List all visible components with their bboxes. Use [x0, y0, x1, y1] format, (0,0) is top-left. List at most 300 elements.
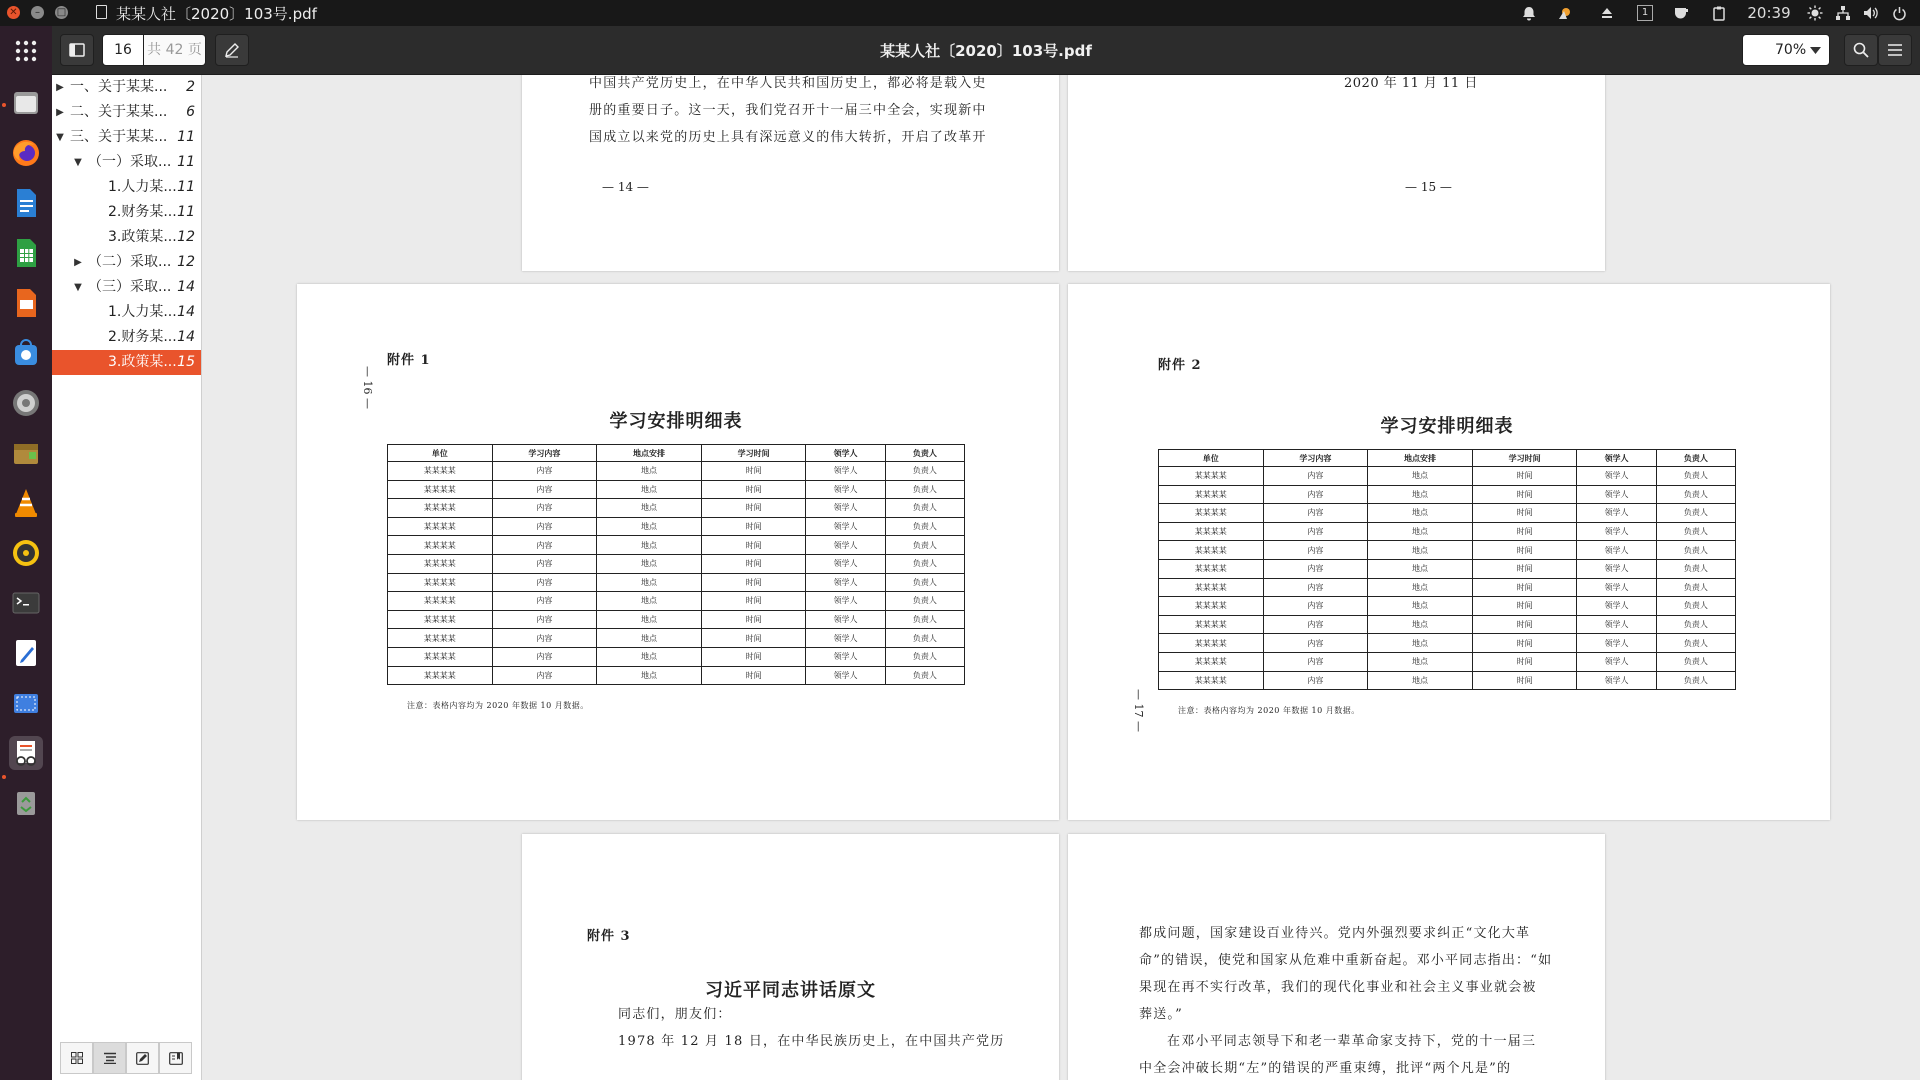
table-cell: 负责人 [1656, 485, 1735, 504]
sidebar-tab-bar [60, 1042, 192, 1074]
table-row [388, 480, 965, 499]
page-16-table-title: 学习安排明细表 [609, 411, 743, 432]
expander-right-icon[interactable]: ▶ [74, 257, 82, 268]
page-19-line-5: 在邓小平同志领导下和老一辈革命家支持下，党的十一届三 [1167, 1034, 1537, 1049]
expander-down-icon[interactable]: ▼ [74, 157, 82, 168]
screenshot-icon[interactable] [9, 686, 43, 720]
outline-item-label: （二）采取... [88, 254, 172, 270]
window-title: 某某人社〔2020〕103号.pdf [116, 5, 317, 23]
table-cell: 负责人 [885, 480, 964, 499]
outline-item-label: 2.财务某... [108, 204, 177, 220]
table-row [388, 554, 965, 573]
table-cell: 负责人 [885, 610, 964, 629]
table-header-row [1159, 450, 1736, 467]
page-count-label: 共 42 页 [144, 34, 206, 66]
archive-manager-icon[interactable] [9, 436, 43, 470]
outline-item-page: 12 [177, 254, 195, 270]
table-cell: 时间 [1472, 578, 1577, 597]
table-cell: 地点 [597, 536, 702, 555]
table-cell: 地点 [1368, 615, 1473, 634]
workspace-number: 1 [1637, 5, 1653, 21]
hamburger-menu-icon [1888, 44, 1902, 56]
page-16-attachment-label: 附件 1 [387, 353, 431, 368]
outline-item[interactable] [52, 275, 201, 300]
table-cell: 内容 [1263, 541, 1368, 560]
table-cell: 时间 [701, 610, 806, 629]
page-18-title: 习近平同志讲话原文 [705, 980, 876, 1001]
zoom-value: 70% [1775, 42, 1807, 58]
page-16-table-note: 注意：表格内容均为 2020 年数据 10 月数据。 [407, 701, 589, 710]
table-cell: 内容 [492, 517, 597, 536]
table-cell: 领学人 [806, 573, 885, 592]
table-cell: 某某某某 [388, 480, 493, 499]
table-cell: 领学人 [1577, 671, 1656, 690]
table-cell: 某某某某 [388, 629, 493, 648]
table-row [1159, 652, 1736, 671]
table-header-cell: 单位 [1159, 450, 1264, 467]
table-row [1159, 578, 1736, 597]
table-cell: 地点 [1368, 541, 1473, 560]
table-header-cell: 负责人 [885, 445, 964, 462]
software-store-icon[interactable] [9, 336, 43, 370]
table-cell: 地点 [597, 462, 702, 481]
outline-item[interactable] [52, 100, 201, 125]
header-bar [52, 26, 1920, 75]
table-cell: 内容 [492, 666, 597, 685]
window-minimize-button[interactable]: – [31, 6, 44, 19]
table-header-cell: 学习内容 [492, 445, 597, 462]
table-row [1159, 485, 1736, 504]
page-14-number: — 14 — [602, 180, 649, 194]
table-cell: 负责人 [1656, 467, 1735, 486]
table-cell: 地点 [1368, 652, 1473, 671]
table-cell: 地点 [597, 554, 702, 573]
table-cell: 时间 [701, 480, 806, 499]
table-cell: 时间 [1472, 541, 1577, 560]
table-cell: 领学人 [1577, 652, 1656, 671]
page-17-attachment-label: 附件 2 [1158, 358, 1202, 373]
table-cell: 某某某某 [388, 462, 493, 481]
search-icon [1853, 42, 1869, 58]
tab-thumbnails[interactable] [60, 1042, 93, 1074]
annotations-icon [136, 1052, 149, 1065]
files-icon[interactable] [9, 86, 43, 120]
outline-item[interactable] [52, 300, 201, 325]
table-cell: 时间 [701, 554, 806, 573]
table-cell: 某某某某 [1159, 522, 1264, 541]
table-cell: 某某某某 [388, 666, 493, 685]
outline-item[interactable] [52, 325, 201, 350]
table-cell: 负责人 [885, 517, 964, 536]
outline-item-page: 11 [177, 129, 195, 145]
outline-item-label: 1.人力某... [108, 304, 177, 320]
page-19-line-2: 命”的错误，使党和国家从危难中重新奋起。邓小平同志指出：“如 [1139, 953, 1553, 968]
table-cell: 内容 [492, 647, 597, 666]
outline-item-page: 11 [177, 204, 195, 220]
table-row [388, 647, 965, 666]
firefox-icon[interactable] [9, 136, 43, 170]
page-18-attachment-label: 附件 3 [587, 929, 631, 944]
table-row [388, 573, 965, 592]
volume-icon[interactable] [1862, 4, 1880, 22]
outline-item[interactable] [52, 150, 201, 175]
table-cell: 某某某某 [1159, 671, 1264, 690]
bookmarks-icon [169, 1052, 183, 1065]
page-16[interactable] [297, 284, 1059, 820]
outline-icon [104, 1052, 116, 1064]
table-cell: 时间 [1472, 559, 1577, 578]
table-cell: 某某某某 [388, 536, 493, 555]
page-16-study-table [387, 444, 965, 685]
chevron-down-icon [1810, 47, 1821, 54]
outline-item-label: （三）采取... [88, 279, 172, 295]
table-cell: 负责人 [885, 536, 964, 555]
page-18[interactable] [522, 834, 1059, 1080]
table-cell: 负责人 [1656, 615, 1735, 634]
outline-item-label: 三、关于某某... [70, 129, 168, 145]
outline-item[interactable] [52, 200, 201, 225]
page-19-line-6: 中全会冲破长期“左”的错误的严重束缚，批评“两个凡是”的 [1139, 1061, 1512, 1076]
table-cell: 领学人 [806, 592, 885, 611]
table-cell: 地点 [597, 647, 702, 666]
outline-item-page: 2 [186, 79, 195, 95]
page-17-table-note: 注意：表格内容均为 2020 年数据 10 月数据。 [1178, 706, 1360, 715]
table-cell: 领学人 [1577, 522, 1656, 541]
text-editor-icon[interactable] [9, 636, 43, 670]
table-header-cell: 负责人 [1656, 450, 1735, 467]
table-cell: 地点 [597, 592, 702, 611]
page-17-side-number: — 17 — [1132, 689, 1145, 732]
table-cell: 负责人 [1656, 634, 1735, 653]
table-cell: 内容 [1263, 597, 1368, 616]
table-cell: 地点 [597, 517, 702, 536]
thumbnails-icon [71, 1052, 83, 1064]
table-cell: 地点 [1368, 467, 1473, 486]
page-17-study-table [1158, 449, 1736, 690]
table-cell: 时间 [1472, 597, 1577, 616]
window-maximize-button[interactable]: □ [56, 7, 67, 18]
table-cell: 领学人 [1577, 467, 1656, 486]
table-cell: 地点 [1368, 559, 1473, 578]
expander-down-icon[interactable]: ▼ [56, 132, 64, 143]
impress-icon[interactable] [9, 286, 43, 320]
table-cell: 负责人 [1656, 578, 1735, 597]
page-16-side-number: — 16 — [361, 366, 374, 409]
coffee-cup-icon[interactable] [1672, 4, 1692, 22]
outline-item[interactable] [52, 250, 201, 275]
table-cell: 内容 [492, 462, 597, 481]
zoom-select[interactable] [1742, 34, 1830, 66]
table-row [1159, 504, 1736, 523]
document-view[interactable] [202, 75, 1920, 1080]
table-cell: 时间 [701, 647, 806, 666]
table-row [1159, 615, 1736, 634]
table-cell: 某某某某 [1159, 504, 1264, 523]
workspace-indicator[interactable] [1636, 4, 1654, 22]
outline-item-page: 14 [177, 329, 195, 345]
terminal-icon[interactable] [9, 586, 43, 620]
table-row [388, 629, 965, 648]
table-cell: 某某某某 [388, 517, 493, 536]
table-cell: 内容 [492, 592, 597, 611]
table-row [388, 536, 965, 555]
outline-item-page: 6 [186, 104, 195, 120]
document-title: 某某人社〔2020〕103号.pdf [880, 42, 1092, 60]
table-cell: 内容 [492, 554, 597, 573]
expander-right-icon[interactable]: ▶ [56, 107, 64, 118]
table-cell: 负责人 [1656, 597, 1735, 616]
table-row [388, 610, 965, 629]
table-header-cell: 地点安排 [597, 445, 702, 462]
table-cell: 地点 [597, 499, 702, 518]
table-cell: 地点 [1368, 485, 1473, 504]
table-cell: 负责人 [885, 629, 964, 648]
table-row [1159, 559, 1736, 578]
outline-item[interactable] [52, 175, 201, 200]
page-14-line-3: 国成立以来党的历史上具有深远意义的伟大转折，开启了改革开 [589, 130, 987, 145]
table-cell: 内容 [1263, 652, 1368, 671]
outline-sidebar [52, 75, 202, 1080]
table-row [388, 592, 965, 611]
table-cell: 某某某某 [1159, 467, 1264, 486]
page-19-line-4: 葬送。” [1139, 1007, 1183, 1022]
main-menu-button[interactable] [1878, 34, 1912, 66]
outline-item-page: 14 [177, 304, 195, 320]
table-cell: 内容 [1263, 485, 1368, 504]
table-cell: 负责人 [885, 573, 964, 592]
table-cell: 负责人 [1656, 652, 1735, 671]
table-cell: 地点 [1368, 597, 1473, 616]
page-19-line-3: 果现在再不实行改革，我们的现代化事业和社会主义事业就会被 [1139, 980, 1537, 995]
table-cell: 领学人 [1577, 559, 1656, 578]
table-cell: 地点 [597, 573, 702, 592]
table-cell: 负责人 [885, 666, 964, 685]
table-cell: 时间 [701, 536, 806, 555]
table-row [388, 517, 965, 536]
table-row [1159, 634, 1736, 653]
top-panel [0, 0, 1920, 26]
table-row [1159, 671, 1736, 690]
outline-item-label: 一、关于某某... [70, 79, 168, 95]
table-cell: 某某某某 [1159, 597, 1264, 616]
outline-item-label: 1.人力某... [108, 179, 177, 195]
table-cell: 负责人 [885, 462, 964, 481]
table-cell: 内容 [1263, 504, 1368, 523]
show-applications-icon[interactable] [9, 34, 43, 68]
table-cell: 地点 [597, 629, 702, 648]
table-header-cell: 地点安排 [1368, 450, 1473, 467]
clipboard-icon[interactable] [1710, 4, 1728, 22]
table-cell: 某某某某 [388, 592, 493, 611]
table-header-cell: 单位 [388, 445, 493, 462]
outline-item-page: 11 [177, 179, 195, 195]
table-cell: 地点 [1368, 504, 1473, 523]
launcher-dock [0, 26, 52, 1080]
search-button[interactable] [1844, 34, 1878, 66]
page-14-line-1: 中国共产党历史上，在中华人民共和国历史上，都必将是载入史 [589, 76, 987, 91]
table-row [1159, 522, 1736, 541]
table-cell: 领学人 [806, 666, 885, 685]
table-cell: 时间 [1472, 467, 1577, 486]
table-header-cell: 学习时间 [1472, 450, 1577, 467]
outline-item-label: 3.政策某... [108, 354, 177, 370]
table-cell: 地点 [1368, 671, 1473, 690]
outline-item[interactable] [52, 350, 201, 375]
table-cell: 内容 [1263, 522, 1368, 541]
table-cell: 内容 [492, 480, 597, 499]
table-cell: 地点 [597, 480, 702, 499]
table-row [388, 666, 965, 685]
table-cell: 时间 [701, 629, 806, 648]
page-14[interactable] [522, 75, 1059, 271]
tab-bookmarks[interactable] [159, 1042, 192, 1074]
expander-right-icon[interactable]: ▶ [56, 82, 64, 93]
table-cell: 内容 [1263, 467, 1368, 486]
writer-icon[interactable] [9, 186, 43, 220]
table-cell: 地点 [1368, 522, 1473, 541]
table-cell: 地点 [597, 666, 702, 685]
table-header-cell: 学习时间 [701, 445, 806, 462]
calc-icon[interactable] [9, 236, 43, 270]
table-cell: 领学人 [806, 517, 885, 536]
table-cell: 时间 [1472, 671, 1577, 690]
table-cell: 时间 [701, 666, 806, 685]
table-cell: 负责人 [1656, 522, 1735, 541]
table-cell: 领学人 [806, 499, 885, 518]
table-cell: 领学人 [1577, 597, 1656, 616]
table-cell: 时间 [1472, 485, 1577, 504]
table-cell: 负责人 [885, 647, 964, 666]
table-cell: 内容 [492, 573, 597, 592]
outline-item[interactable] [52, 75, 201, 100]
table-header-cell: 领学人 [806, 445, 885, 462]
table-header-cell: 领学人 [1577, 450, 1656, 467]
document-icon [96, 5, 107, 19]
table-cell: 领学人 [806, 647, 885, 666]
page-17-table-title: 学习安排明细表 [1380, 416, 1514, 437]
table-cell: 领学人 [806, 536, 885, 555]
trash-icon[interactable] [9, 786, 43, 820]
table-cell: 某某某某 [388, 573, 493, 592]
table-cell: 时间 [701, 462, 806, 481]
table-cell: 负责人 [1656, 559, 1735, 578]
table-cell: 某某某某 [1159, 652, 1264, 671]
page-18-line-1: 同志们，朋友们： [618, 1007, 732, 1022]
table-cell: 内容 [492, 629, 597, 648]
table-cell: 内容 [1263, 671, 1368, 690]
table-cell: 内容 [1263, 578, 1368, 597]
table-cell: 内容 [1263, 615, 1368, 634]
table-cell: 领学人 [806, 462, 885, 481]
page-14-line-2: 册的重要日子。这一天，我们党召开十一届三中全会，实现新中 [589, 103, 987, 118]
outline-item[interactable] [52, 125, 201, 150]
page-18-line-2: 1978 年 12 月 18 日，在中华民族历史上，在中国共产党历 [618, 1034, 1005, 1049]
page-15[interactable] [1068, 75, 1605, 271]
tab-outline[interactable] [93, 1042, 126, 1074]
table-cell: 地点 [1368, 578, 1473, 597]
table-cell: 某某某某 [388, 610, 493, 629]
table-row [1159, 541, 1736, 560]
table-cell: 时间 [701, 499, 806, 518]
table-cell: 领学人 [1577, 634, 1656, 653]
table-cell: 时间 [1472, 522, 1577, 541]
table-cell: 负责人 [885, 554, 964, 573]
table-cell: 时间 [701, 592, 806, 611]
table-cell: 地点 [597, 610, 702, 629]
table-cell: 时间 [1472, 615, 1577, 634]
window-close-button[interactable]: ✕ [7, 6, 20, 19]
outline-item-page: 15 [177, 354, 195, 370]
table-cell: 时间 [701, 517, 806, 536]
table-row [388, 499, 965, 518]
running-indicator [2, 103, 6, 107]
notification-bell-icon[interactable] [1520, 4, 1538, 22]
table-cell: 内容 [492, 536, 597, 555]
outline-item-page: 12 [177, 229, 195, 245]
table-cell: 内容 [1263, 634, 1368, 653]
table-cell: 领学人 [1577, 578, 1656, 597]
expander-down-icon[interactable]: ▼ [74, 282, 82, 293]
power-icon[interactable] [1890, 4, 1908, 22]
table-cell: 领学人 [806, 554, 885, 573]
page-15-number: — 15 — [1405, 180, 1452, 194]
table-cell: 某某某某 [1159, 615, 1264, 634]
table-cell: 某某某某 [1159, 541, 1264, 560]
clock[interactable]: 20:39 [1747, 4, 1791, 22]
page-19-line-1: 都成问题，国家建设百业待兴。党内外强烈要求纠正“文化大革 [1139, 926, 1531, 941]
outline-item-page: 11 [177, 154, 195, 170]
table-cell: 负责人 [885, 499, 964, 518]
table-cell: 某某某某 [388, 647, 493, 666]
table-cell: 负责人 [1656, 671, 1735, 690]
running-indicator [2, 775, 6, 779]
rhythmbox-icon[interactable] [9, 536, 43, 570]
table-cell: 领学人 [1577, 541, 1656, 560]
table-cell: 领学人 [1577, 615, 1656, 634]
table-cell: 领学人 [806, 480, 885, 499]
network-icon[interactable] [1834, 4, 1852, 22]
table-cell: 某某某某 [1159, 578, 1264, 597]
outline-item-label: （一）采取... [88, 154, 172, 170]
table-row [388, 462, 965, 481]
table-cell: 领学人 [1577, 504, 1656, 523]
table-row [1159, 597, 1736, 616]
table-cell: 负责人 [1656, 541, 1735, 560]
page-17[interactable] [1068, 284, 1830, 820]
page-number-input[interactable]: 16 [102, 34, 144, 66]
document-viewer-icon[interactable] [9, 736, 43, 770]
page-19[interactable] [1068, 834, 1605, 1080]
table-cell: 时间 [1472, 652, 1577, 671]
settings-icon[interactable] [9, 386, 43, 420]
outline-item-label: 2.财务某... [108, 329, 177, 345]
table-cell: 某某某某 [388, 499, 493, 518]
table-cell: 某某某某 [388, 554, 493, 573]
weather-icon[interactable] [1556, 4, 1574, 22]
vlc-icon[interactable] [9, 486, 43, 520]
tab-annotations[interactable] [126, 1042, 159, 1074]
table-header-row [388, 445, 965, 462]
eject-icon[interactable] [1598, 4, 1616, 22]
table-cell: 某某某某 [1159, 559, 1264, 578]
outline-item[interactable] [52, 225, 201, 250]
brightness-icon[interactable] [1806, 4, 1824, 22]
page-15-date: 2020 年 11 月 11 日 [1344, 76, 1478, 91]
table-cell: 领学人 [806, 629, 885, 648]
table-cell: 领学人 [1577, 485, 1656, 504]
outline-item-label: 3.政策某... [108, 229, 177, 245]
table-cell: 某某某某 [1159, 634, 1264, 653]
